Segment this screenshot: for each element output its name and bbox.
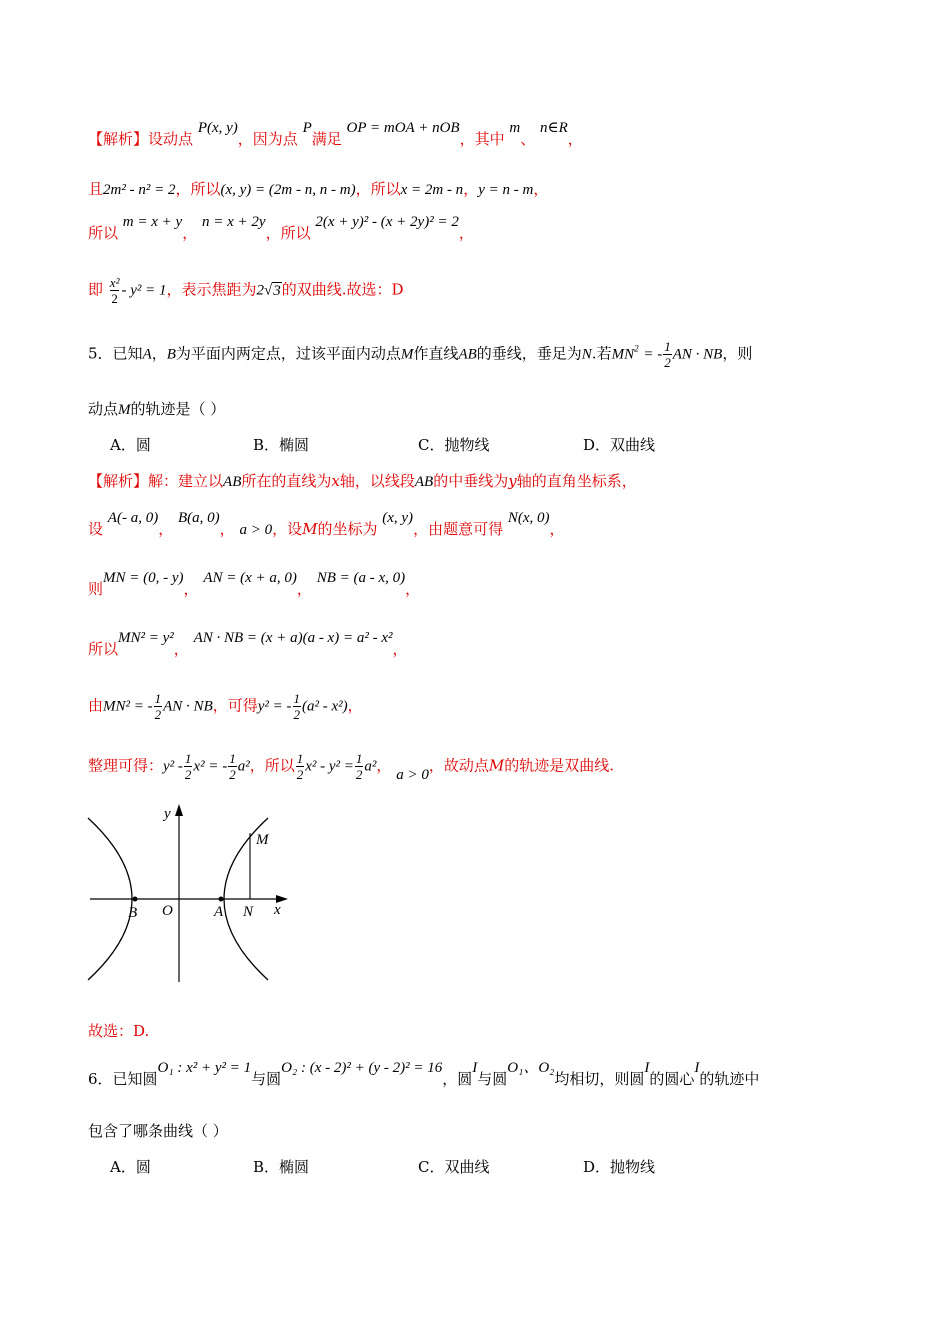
- q5-line-2: 动点M的轨迹是（ ）: [88, 400, 226, 418]
- sol5-line-1: 【解析】解：建立以AB所在的直线为x轴，以线段AB的中垂线为y轴的直角坐标系，: [88, 472, 637, 490]
- label-N: N: [243, 904, 254, 920]
- label-y: y: [164, 806, 171, 822]
- sol4-line-1: 【解析】设动点 P(x, y)，因为点 P满足 OP = mOA + nOB，其中 m、 n∈R，: [88, 120, 583, 148]
- label-O: O: [162, 903, 173, 919]
- option-b[interactable]: B．椭圆: [253, 1158, 310, 1176]
- sqrt-symbol: √: [264, 282, 273, 299]
- point-B: [133, 897, 138, 902]
- fraction: $\frac{1}{2}$: [664, 339, 671, 370]
- sol5-line-3: 则MN = (0, - y)， AN = (x + a, 0)， NB = (a - x, 0)，: [88, 570, 421, 598]
- option-d[interactable]: D．抛物线: [583, 1158, 656, 1176]
- option-a[interactable]: A．圆: [110, 436, 151, 454]
- sol5-line-4: 所以MN² = y²， AN · NB = (x + a)(a - x) = a² - x²，: [88, 630, 408, 658]
- option-c[interactable]: C．双曲线: [418, 1158, 490, 1176]
- sol5-line-6: 整理可得：y² - $\frac{1}{2}$ x² = - $\frac{1}{2}$ a²，所以 $\frac{1}{2}$ x² - y² = $\frac{1}{2}$ a²， a > 0，故动点M的轨迹是双曲线.: [88, 751, 614, 783]
- option-d[interactable]: D．双曲线: [583, 436, 656, 454]
- hyperbola-figure: [84, 800, 304, 990]
- fraction: $\frac{1}{2}$: [184, 751, 192, 782]
- sol5-line-2: 设 A(- a, 0)， B(a, 0)， a > 0，设M的坐标为 (x, y)，由题意可得 N(x, 0)，: [88, 510, 565, 538]
- sol4-line-3: 所以 m = x + y， n = x + 2y，所以 2(x + y)² - (x + 2y)² = 2，: [88, 214, 474, 242]
- fraction: $\frac{1}{2}$: [296, 751, 304, 782]
- fraction: $\frac{1}{2}$: [355, 751, 363, 782]
- fraction: $\frac{\text{x²}}{2}$: [109, 275, 120, 306]
- label-A: A: [214, 904, 224, 920]
- label-x: x: [274, 902, 281, 918]
- fraction: $\frac{1}{2}$: [154, 691, 162, 722]
- y-axis-arrow: [175, 804, 183, 816]
- fraction: $\frac{1}{2}$: [293, 691, 301, 722]
- solution-tag: 【解析】: [88, 472, 149, 490]
- sol4-line-2: 且2m² - n² = 2，所以(x, y) = (2m - n, n - m)，所以x = 2m - n，y = n - m，: [88, 180, 549, 198]
- option-b[interactable]: B．椭圆: [253, 436, 310, 454]
- label-M: M: [256, 832, 269, 848]
- q5-line-1: 5．已知A，B为平面内两定点，过该平面内动点M作直线AB的垂线，垂足为N.若$MN^2$ = - $\frac{1}{2}$ AN · NB，则: [88, 339, 753, 370]
- sol5-line-5: 由MN² = - $\frac{1}{2}$ AN · NB，可得y² = - $\frac{1}{2}$ (a² - x²)，: [88, 691, 363, 722]
- sol4-line-4: 即 $\frac{\text{x²}}{2}$ - y² = 1，表示焦距为2√3的双曲线.故选：D: [88, 275, 404, 306]
- option-a[interactable]: A．圆: [110, 1158, 151, 1176]
- point-A: [219, 897, 224, 902]
- solution-tag: 【解析】: [88, 130, 149, 148]
- q6-line-1: 6．已知圆O₁ : x² + y² = 1与圆O₂ : (x - 2)² + (y - 2)² = 16，圆I与圆O₁、O₂均相切，则圆I的圆心I的轨迹中: [88, 1060, 760, 1088]
- label-B: B: [128, 905, 138, 921]
- q6-line-2: 包含了哪条曲线（ ）: [88, 1122, 228, 1140]
- sol5-answer: 故选：D.: [88, 1022, 150, 1040]
- option-c[interactable]: C．抛物线: [418, 436, 490, 454]
- fraction: $\frac{1}{2}$: [229, 751, 236, 782]
